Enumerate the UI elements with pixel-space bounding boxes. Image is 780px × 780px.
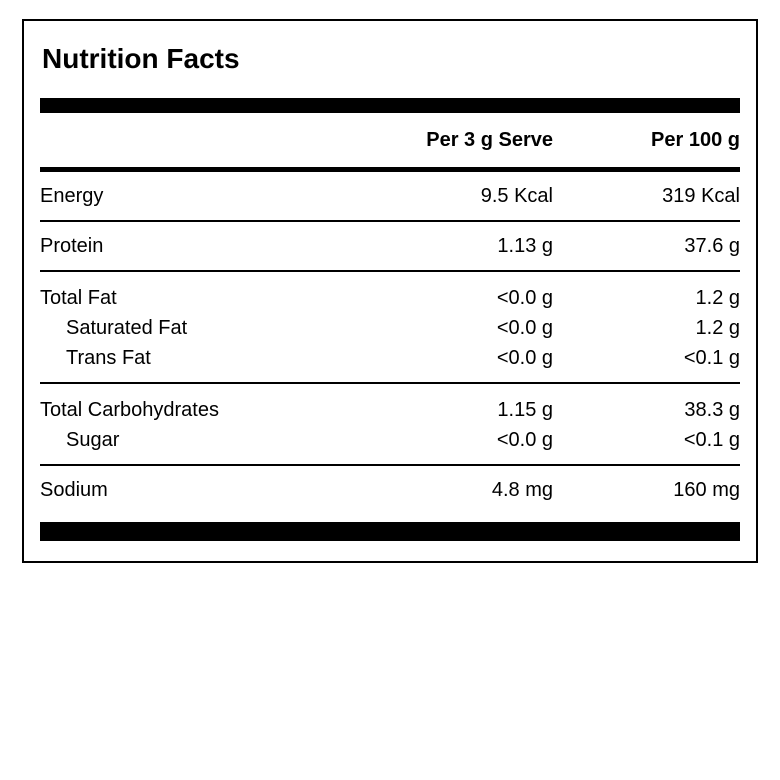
serve-value: <0.0 g xyxy=(496,287,553,309)
per100-value: 38.3 g xyxy=(684,399,740,421)
column-header-row xyxy=(40,113,740,167)
section-sodium xyxy=(40,466,740,514)
section-fat xyxy=(40,272,740,384)
nutrient-row-trans-fat xyxy=(40,343,740,373)
per100-value: <0.1 g xyxy=(683,347,740,369)
per100-value: 1.2 g xyxy=(695,317,740,339)
section-carbohydrates xyxy=(40,384,740,466)
serve-value: <0.0 g xyxy=(496,347,553,369)
per100-value: <0.1 g xyxy=(683,429,740,451)
nutrient-label: Sugar xyxy=(66,429,120,451)
nutrient-label: Energy xyxy=(40,185,104,207)
per100-value: 319 Kcal xyxy=(662,185,740,207)
serve-value: <0.0 g xyxy=(496,317,553,339)
top-divider-bar xyxy=(40,98,740,113)
section-energy xyxy=(40,172,740,222)
label-title: Nutrition Facts xyxy=(42,43,240,74)
nutrient-label: Saturated Fat xyxy=(66,317,188,339)
nutrient-row-total-fat xyxy=(40,283,740,313)
per100-value: 1.2 g xyxy=(695,287,740,309)
nutrient-label: Trans Fat xyxy=(66,347,151,369)
nutrient-row-sodium xyxy=(40,475,740,505)
serve-value: 1.13 g xyxy=(497,235,553,257)
nutrition-facts-label xyxy=(22,19,758,563)
serve-value: 4.8 mg xyxy=(491,479,553,501)
per100-value: 160 mg xyxy=(673,479,740,501)
nutrient-label: Sodium xyxy=(40,479,108,501)
section-protein xyxy=(40,222,740,272)
column-header-per100: Per 100 g xyxy=(651,129,740,151)
column-header-serve: Per 3 g Serve xyxy=(426,129,553,151)
per100-value: 37.6 g xyxy=(684,235,740,257)
nutrient-row-total-carbohydrates xyxy=(40,395,740,425)
nutrient-row-energy xyxy=(40,181,740,211)
nutrient-row-sugar xyxy=(40,425,740,455)
serve-value: 9.5 Kcal xyxy=(480,185,553,207)
nutrient-label: Total Fat xyxy=(40,287,117,309)
nutrient-label: Total Carbohydrates xyxy=(40,399,219,421)
nutrient-row-protein xyxy=(40,231,740,261)
bottom-divider-bar xyxy=(40,522,740,541)
nutrient-row-saturated-fat xyxy=(40,313,740,343)
serve-value: 1.15 g xyxy=(497,399,553,421)
serve-value: <0.0 g xyxy=(496,429,553,451)
nutrient-label: Protein xyxy=(40,235,104,257)
